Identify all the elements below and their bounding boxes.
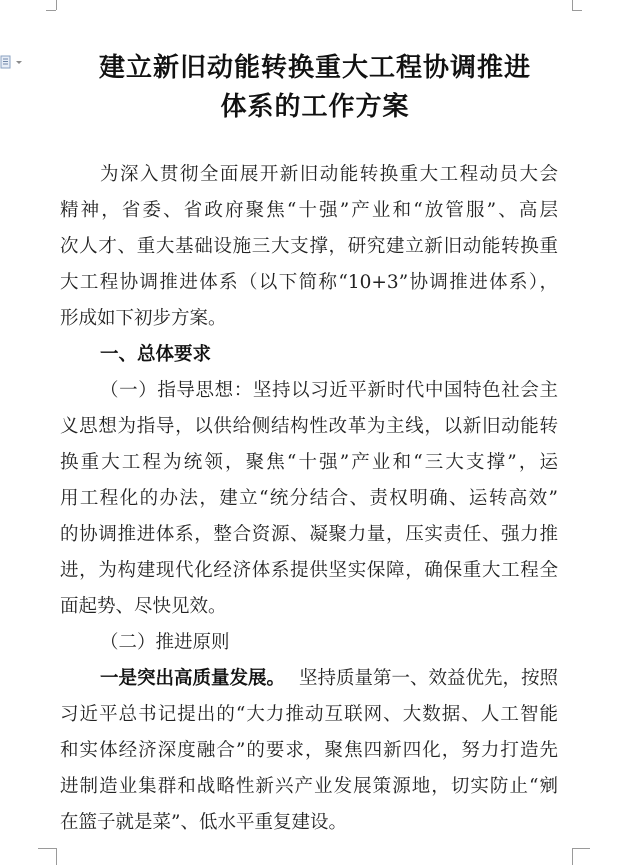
intro-line-3: 次人才、重大基础设施三大支撑，研究建立新旧动能转换重 xyxy=(60,236,558,257)
crop-mark-top-left-vertical xyxy=(56,0,57,10)
principle-line-3: 和实体经济深度融合”的要求，聚焦四新四化，努力打造先 xyxy=(60,740,558,761)
guiding-line-4: 用工程化的办法，建立“统分结合、责权明确、运转高效” xyxy=(60,488,558,509)
guiding-line-3: 换重大工程为统领，聚焦“十强”产业和“三大支撑”，运 xyxy=(60,452,558,473)
paragraph-options-icon[interactable] xyxy=(0,55,26,69)
crop-mark-bottom-left-vertical xyxy=(56,848,57,865)
crop-mark-top-right-horizontal xyxy=(572,10,582,11)
principle-lead-text: 一是突出高质量发展。 xyxy=(100,668,286,689)
intro-line-1: 为深入贯彻全面展开新旧动能转换重大工程动员大会 xyxy=(100,164,558,185)
crop-mark-top-left-horizontal xyxy=(46,10,56,11)
principle-line-4: 进制造业集群和战略性新兴产业发展策源地，切实防止“剜 xyxy=(60,776,558,797)
intro-line-4: 大工程协调推进体系（以下简称“10+3”协调推进体系）， xyxy=(60,272,558,293)
guiding-line-2: 义思想为指导，以供给侧结构性改革为主线，以新旧动能转 xyxy=(60,416,558,437)
principle-line-1 xyxy=(100,662,558,696)
principle-line-1-text: 坚持质量第一、效益优先，按照 xyxy=(298,668,558,689)
guiding-line-6: 进，为构建现代化经济体系提供坚实保障，确保重大工程全 xyxy=(60,560,558,581)
principle-line-5: 在篮子就是菜”、低水平重复建设。 xyxy=(60,812,347,833)
crop-mark-bottom-right-horizontal xyxy=(572,848,590,849)
guiding-line-1: （一）指导思想：坚持以习近平新时代中国特色社会主 xyxy=(100,380,558,401)
crop-mark-bottom-right-vertical xyxy=(572,848,573,865)
document-title-line-2: 体系的工作方案 xyxy=(220,92,410,122)
section-heading-overall-requirements: 一、总体要求 xyxy=(100,344,212,365)
document-title-line-1: 建立新旧动能转换重大工程协调推进 xyxy=(98,53,531,83)
guiding-line-5: 的协调推进体系，整合资源、凝聚力量，压实责任、强力推 xyxy=(60,524,558,545)
intro-line-2: 精神，省委、省政府聚焦“十强”产业和“放管服”、高层 xyxy=(60,200,558,221)
subsection-heading-principles: （二）推进原则 xyxy=(100,632,230,653)
crop-mark-top-right-vertical xyxy=(572,0,573,10)
principle-line-2: 习近平总书记提出的“大力推动互联网、大数据、人工智能 xyxy=(60,704,558,725)
crop-mark-bottom-left-horizontal xyxy=(38,848,56,849)
guiding-line-7: 面起势、尽快见效。 xyxy=(60,596,227,617)
intro-line-5: 形成如下初步方案。 xyxy=(60,308,227,329)
